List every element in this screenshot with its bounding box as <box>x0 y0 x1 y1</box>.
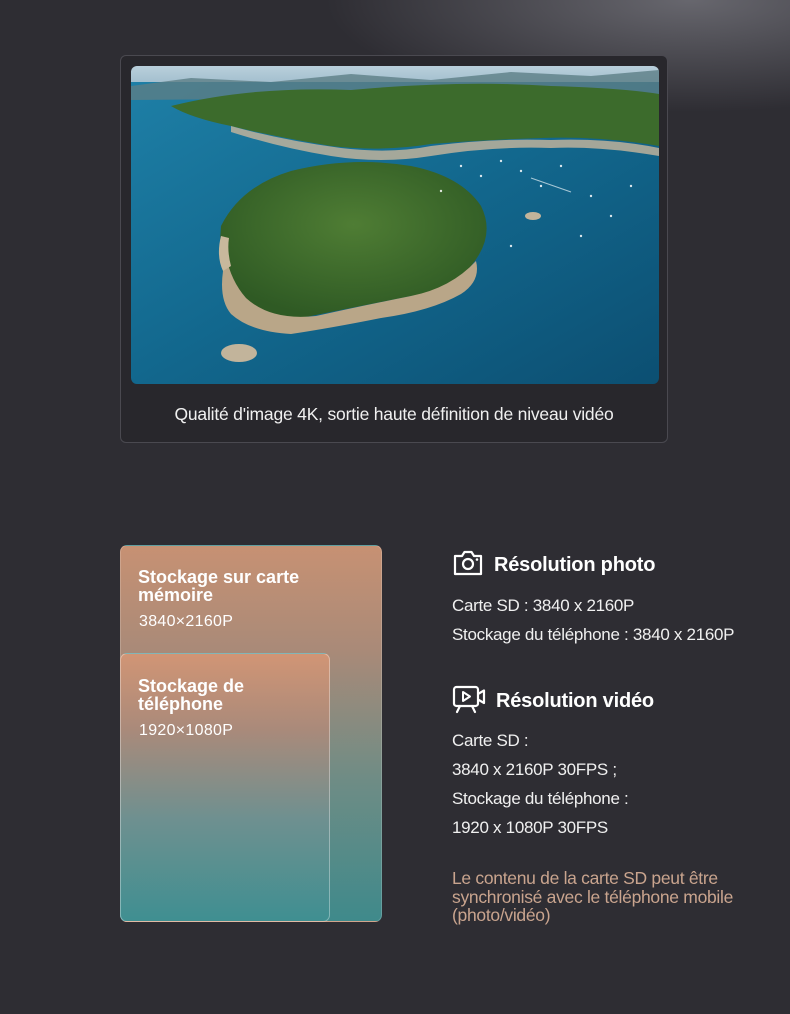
photo-resolution-header <box>452 549 655 582</box>
photo-preview-card <box>120 55 668 443</box>
photo-resolution-title: Résolution photo <box>494 554 656 576</box>
sd-card-storage-value: 3840×2160P <box>139 613 234 630</box>
aerial-island-photo <box>131 66 659 384</box>
photo-resolution-phone: Stockage du téléphone : 3840 x 2160P <box>452 625 735 644</box>
phone-storage-title: Stockage de téléphone <box>138 676 245 714</box>
camera-icon <box>452 549 484 582</box>
video-resolution-line-1: Carte SD : <box>452 731 529 750</box>
photo-caption: Qualité d'image 4K, sortie haute définition de niveau vidéo <box>174 404 614 424</box>
photo-resolution-sd: Carte SD : 3840 x 2160P <box>452 596 635 615</box>
phone-storage-value: 1920×1080P <box>139 722 234 739</box>
sd-card-storage-title: Stockage sur carte mémoire <box>138 567 300 605</box>
sync-note: Le contenu de la carte SD peut être synchronisé avec le téléphone mobile (photo/vidéo) <box>452 868 734 925</box>
video-resolution-line-4: 1920 x 1080P 30FPS <box>452 818 608 837</box>
video-resolution-header <box>452 684 654 719</box>
phone-storage-card <box>120 653 330 922</box>
video-resolution-line-2: 3840 x 2160P 30FPS ; <box>452 760 617 779</box>
video-resolution-line-3: Stockage du téléphone : <box>452 789 629 808</box>
video-play-icon <box>452 684 486 719</box>
video-resolution-title: Résolution vidéo <box>496 690 654 712</box>
